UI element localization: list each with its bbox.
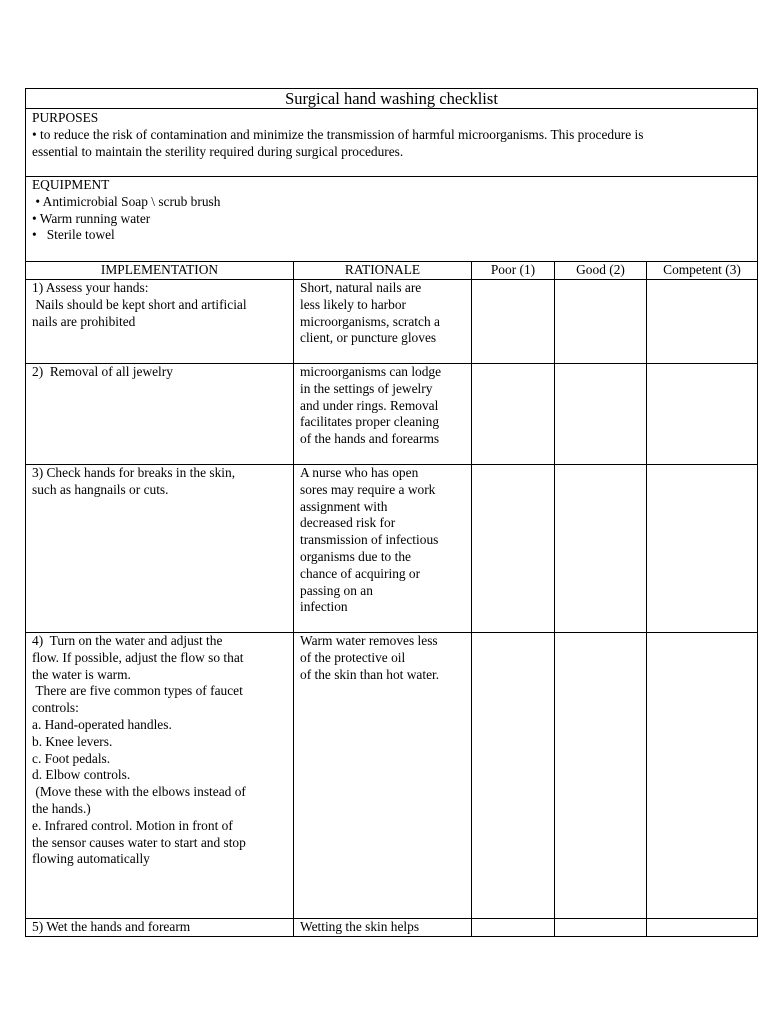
rationale-line: A nurse who has open (300, 465, 419, 480)
equipment-section (26, 177, 758, 262)
rationale-cell (294, 280, 472, 364)
implementation-cell (26, 919, 294, 937)
implementation-line: flow. If possible, adjust the flow so that (32, 649, 244, 665)
poor-score-cell[interactable] (472, 633, 555, 919)
rationale-line: Short, natural nails are (300, 280, 422, 295)
rationale-line: chance of acquiring or (300, 565, 421, 581)
implementation-line: 3) Check hands for breaks in the skin, (32, 465, 236, 480)
implementation-cell (26, 633, 294, 919)
implementation-line: flowing automatically (32, 851, 150, 867)
implementation-line: There are five common types of faucet (32, 683, 243, 699)
implementation-line: Nails should be kept short and artificial (32, 296, 247, 312)
implementation-cell (26, 280, 294, 364)
competent-score-cell[interactable] (647, 633, 758, 919)
rationale-line: microorganisms, scratch a (300, 313, 440, 329)
equipment-item: • Antimicrobial Soap \ scrub brush (32, 193, 221, 209)
equipment-item: • Sterile towel (32, 227, 115, 243)
competent-score-cell[interactable] (647, 280, 758, 364)
implementation-line: 1) Assess your hands: (32, 280, 149, 295)
rationale-line: infection (300, 599, 348, 615)
purposes-section (26, 109, 758, 177)
equipment-item: • Warm running water (32, 210, 151, 226)
header-competent: Competent (3) (647, 262, 758, 280)
implementation-line: b. Knee levers. (32, 733, 113, 749)
implementation-line: e. Infrared control. Motion in front of (32, 817, 233, 833)
header-good: Good (2) (555, 262, 647, 280)
header-poor: Poor (1) (472, 262, 555, 280)
purposes-line: • to reduce the risk of contamination and minimize the transmission of harmful microorganisms. This procedure is (32, 126, 644, 142)
poor-score-cell[interactable] (472, 280, 555, 364)
competent-score-cell[interactable] (647, 364, 758, 465)
rationale-cell (294, 465, 472, 633)
poor-score-cell[interactable] (472, 364, 555, 465)
equipment-heading: EQUIPMENT (32, 177, 110, 192)
implementation-line: the hands.) (32, 800, 91, 816)
table-header-row (26, 262, 758, 280)
implementation-line: c. Foot pedals. (32, 750, 111, 766)
rationale-line: of the protective oil (300, 649, 406, 665)
implementation-line: 5) Wet the hands and forearm (32, 919, 191, 934)
rationale-line: less likely to harbor (300, 296, 406, 312)
checklist-table (25, 88, 758, 937)
implementation-line: nails are prohibited (32, 313, 136, 329)
rationale-line: in the settings of jewelry (300, 380, 433, 396)
rationale-line: passing on an (300, 582, 373, 598)
competent-score-cell[interactable] (647, 465, 758, 633)
rationale-line: client, or puncture gloves (300, 330, 437, 346)
rationale-line: sores may require a work (300, 481, 436, 497)
table-row (26, 280, 758, 364)
rationale-line: transmission of infectious (300, 532, 439, 548)
rationale-cell (294, 633, 472, 919)
document-title: Surgical hand washing checklist (26, 89, 758, 109)
poor-score-cell[interactable] (472, 465, 555, 633)
table-row (26, 919, 758, 937)
implementation-cell (26, 364, 294, 465)
good-score-cell[interactable] (555, 919, 647, 937)
implementation-line: a. Hand-operated handles. (32, 716, 172, 732)
implementation-cell (26, 465, 294, 633)
rationale-cell (294, 919, 472, 937)
rationale-line: assignment with (300, 498, 388, 514)
rationale-line: microorganisms can lodge (300, 364, 442, 379)
good-score-cell[interactable] (555, 280, 647, 364)
good-score-cell[interactable] (555, 465, 647, 633)
implementation-line: the water is warm. (32, 666, 131, 682)
competent-score-cell[interactable] (647, 919, 758, 937)
rationale-line: Warm water removes less (300, 633, 438, 648)
implementation-line: 4) Turn on the water and adjust the (32, 633, 223, 648)
rationale-line: of the hands and forearms (300, 431, 440, 447)
table-row (26, 633, 758, 919)
rationale-line: decreased risk for (300, 515, 396, 531)
good-score-cell[interactable] (555, 633, 647, 919)
rationale-line: and under rings. Removal (300, 397, 439, 413)
implementation-line: d. Elbow controls. (32, 767, 131, 783)
rationale-cell (294, 364, 472, 465)
rationale-line: Wetting the skin helps (300, 919, 420, 934)
purposes-heading: PURPOSES (32, 110, 99, 125)
table-row (26, 465, 758, 633)
table-row (26, 364, 758, 465)
header-rationale: RATIONALE (294, 262, 472, 280)
implementation-line: the sensor causes water to start and stop (32, 834, 246, 850)
rationale-line: of the skin than hot water. (300, 666, 440, 682)
implementation-line: (Move these with the elbows instead of (32, 784, 246, 800)
poor-score-cell[interactable] (472, 919, 555, 937)
checklist-page (25, 88, 757, 937)
header-implementation: IMPLEMENTATION (26, 262, 294, 280)
rationale-line: facilitates proper cleaning (300, 414, 440, 430)
good-score-cell[interactable] (555, 364, 647, 465)
rationale-line: organisms due to the (300, 548, 411, 564)
implementation-line: such as hangnails or cuts. (32, 481, 169, 497)
implementation-line: 2) Removal of all jewelry (32, 364, 173, 379)
purposes-line: essential to maintain the sterility required during surgical procedures. (32, 143, 404, 159)
implementation-line: controls: (32, 700, 79, 716)
